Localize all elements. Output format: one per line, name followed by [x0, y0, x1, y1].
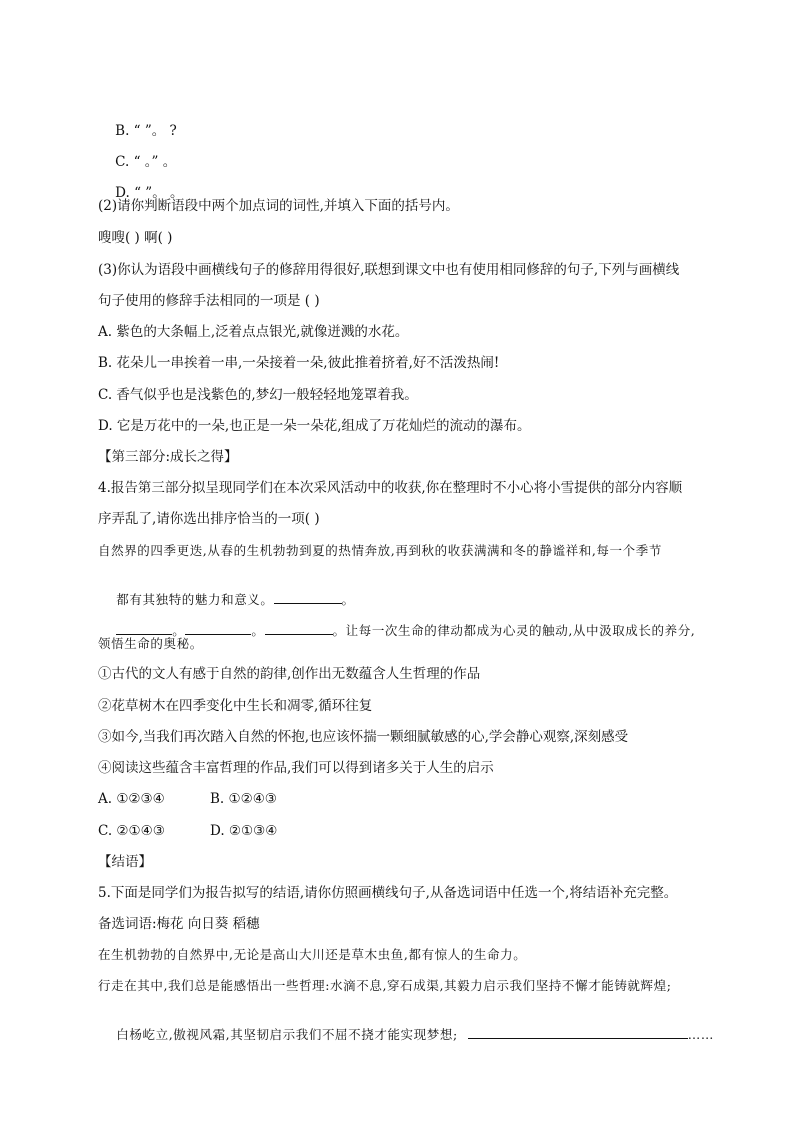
answer-blank [265, 622, 333, 635]
question-3-line2: 句子使用的修辞手法相同的一项是 ( ) [98, 293, 320, 309]
question-3-option-a: A. 紫色的大条幅上,泛着点点银光,就像迸溅的水花。 [98, 324, 409, 340]
ending-line3 [98, 1008, 714, 1062]
passage-line1: 自然界的四季更迭,从春的生机勃勃到夏的热情奔放,再到秋的收获满满和冬的静谧祥和,每一个季节 [98, 543, 662, 558]
question-2-fill: 嗖嗖( ) 啊( ) [98, 230, 173, 246]
question-4-line1: 4.报告第三部分拟呈现同学们在本次采风活动中的收获,你在整理时不小心将小雪提供的部分内容顺 [98, 480, 683, 496]
passage-line3-text: 。让每一次生命的律动都成为心灵的触动,从中汲取成长的养分, [332, 623, 696, 638]
ending-line2: 行走在其中,我们总是能感悟出一些哲理:水滴不息,穿石成渠,其毅力启示我们坚持不懈才能铸就辉煌; [98, 978, 672, 993]
ending-line3-text: 白杨屹立,傲视风霜,其坚韧启示我们不屈不挠才能实现梦想; [116, 1027, 458, 1042]
option-d-text: D. “ ”。 。 [115, 185, 184, 201]
question-3-option-d: D. 它是万花中的一朵,也正是一朵一朵花,组成了万花灿烂的流动的瀑布。 [98, 418, 531, 434]
ellipsis: …… [687, 1027, 714, 1042]
sentence-2: ②花草树木在四季变化中生长和凋零,循环往复 [98, 698, 373, 714]
question-5: 5.下面是同学们为报告拟写的结语,请你仿照画横线句子,从备选词语中任选一个,将结语补充完整。 [98, 885, 678, 901]
question-4-line2: 序弄乱了,请你选出排序恰当的一项( ) [98, 511, 320, 527]
candidate-words: 备选词语:梅花 向日葵 稻穗 [98, 916, 260, 932]
answer-option-d: D. ②①③④ [210, 823, 278, 839]
passage-line4: 领悟生命的奥秘。 [98, 636, 203, 651]
option-b-text: B. “ ”。 ? [115, 123, 177, 139]
sentence-4: ④阅读这些蕴含丰富哲理的作品,我们可以得到诸多关于人生的启示 [98, 760, 494, 776]
answer-blank [116, 622, 172, 635]
section-heading-part3: 【第三部分:成长之得】 [98, 449, 238, 465]
question-2: (2)请你判断语段中两个加点词的词性,并填入下面的括号内。 [98, 198, 459, 214]
answer-blank [274, 591, 342, 604]
answer-option-a: A. ①②③④ [98, 791, 165, 807]
passage-line2-end: 。 [341, 592, 355, 607]
answer-blank [185, 622, 251, 635]
section-heading-ending: 【结语】 [98, 854, 152, 870]
answer-option-c: C. ②①④③ [98, 823, 165, 839]
option-c-text: C. “ 。” 。 [115, 154, 177, 170]
ending-line1: 在生机勃勃的自然界中,无论是高山大川还是草木虫鱼,都有惊人的生命力。 [98, 947, 527, 962]
passage-line2-text: 都有其独特的魅力和意义。 [116, 592, 274, 607]
question-3-option-c: C. 香气似乎也是浅紫色的,梦幻一般轻轻地笼罩着我。 [98, 387, 418, 403]
question-3-line1: (3)你认为语段中画横线句子的修辞用得很好,联想到课文中也有使用相同修辞的句子,下列与画横线 [98, 262, 680, 278]
passage-dot: 。 [251, 623, 265, 638]
sentence-3: ③如今,当我们再次踏入自然的怀抱,也应该怀揣一颗细腻敏感的心,学会静心观察,深刻感受 [98, 729, 629, 745]
answer-blank [468, 1026, 688, 1039]
passage-dot: 。 [172, 623, 186, 638]
question-3-option-b: B. 花朵儿一串挨着一串,一朵接着一朵,彼此推着挤着,好不活泼热闹! [98, 355, 500, 371]
sentence-1: ①古代的文人有感于自然的韵律,创作出无数蕴含人生哲理的作品 [98, 666, 481, 682]
answer-option-b: B. ①②④③ [210, 791, 277, 807]
